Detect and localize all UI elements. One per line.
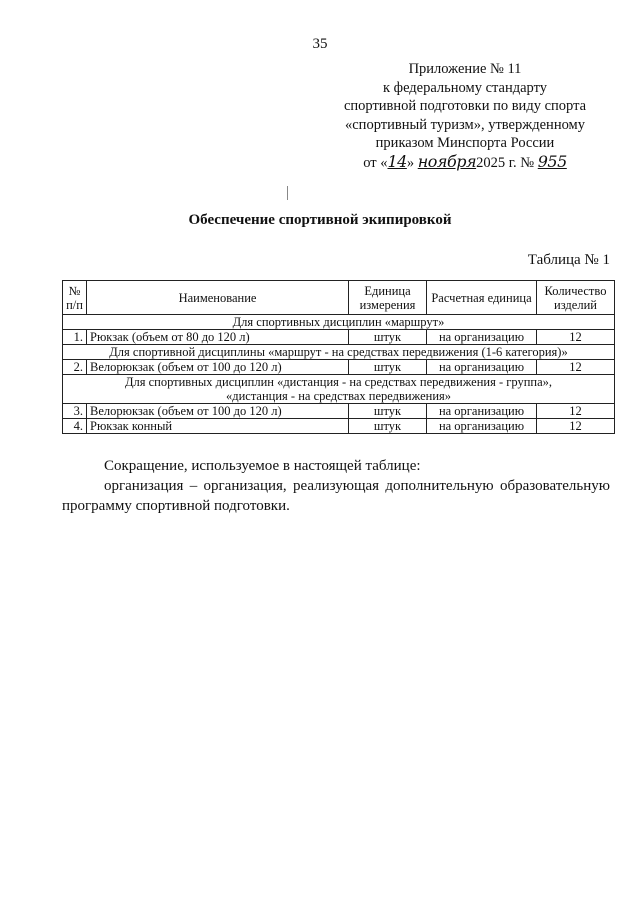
group-title: Для спортивных дисциплин «маршрут» — [63, 315, 615, 330]
table-header-row — [63, 281, 615, 315]
group-title-line: Для спортивных дисциплин «дистанция - на средствах передвижения - группа», — [124, 375, 553, 389]
cell-name: Велорюкзак (объем от 100 до 120 л) — [87, 360, 349, 375]
footnote-text: организация – организация, реализующая дополнительную образовательную программу спортивной подготовки. — [62, 478, 610, 514]
cell-name: Рюкзак (объем от 80 до 120 л) — [87, 330, 349, 345]
cell-unit: штук — [349, 330, 427, 345]
cell-quantity: 12 — [537, 404, 615, 419]
annex-line: к федеральному стандарту — [383, 79, 547, 96]
cell-calc-unit: на организацию — [427, 404, 537, 419]
header-calc-unit: Расчетная единица — [427, 281, 537, 315]
header-name: Наименование — [87, 281, 349, 315]
handwritten-day: 14 — [387, 151, 407, 171]
cell-name: Велорюкзак (объем от 100 до 120 л) — [87, 404, 349, 419]
footnote-heading: Сокращение, используемое в настоящей таблице: — [104, 458, 421, 474]
table-row — [63, 360, 615, 375]
document-title: Обеспечение спортивной экипировкой — [188, 212, 452, 228]
group-row — [63, 375, 615, 404]
date-mid: » — [406, 154, 415, 171]
group-title-line: «дистанция - на средствах передвижения» — [225, 389, 452, 403]
equipment-table — [62, 280, 615, 434]
table-row — [63, 330, 615, 345]
annex-line: спортивной подготовки по виду спорта — [343, 98, 587, 114]
scan-mark — [287, 186, 288, 200]
group-title — [63, 375, 615, 404]
cell-num: 4. — [63, 419, 87, 434]
order-date-line — [320, 153, 610, 173]
group-row — [63, 315, 615, 330]
cell-calc-unit: на организацию — [427, 360, 537, 375]
header-num: № п/п — [63, 281, 87, 315]
date-prefix: от « — [363, 154, 388, 171]
cell-num: 3. — [63, 404, 87, 419]
handwritten-order-number: 955 — [537, 151, 567, 171]
annex-line: «спортивный туризм», утвержденному — [345, 116, 585, 133]
annex-header — [320, 60, 610, 172]
group-title: Для спортивной дисциплины «маршрут - на средствах передвижения (1-6 категория)» — [63, 345, 615, 360]
table-row — [63, 404, 615, 419]
cell-calc-unit: на организацию — [427, 419, 537, 434]
cell-quantity: 12 — [537, 419, 615, 434]
header-quantity: Количество изделий — [537, 281, 615, 315]
table-label: Таблица № 1 — [527, 252, 610, 268]
cell-quantity: 12 — [537, 330, 615, 345]
cell-unit: штук — [349, 419, 427, 434]
header-unit: Единица измерения — [349, 281, 427, 315]
annex-line: приказом Минспорта России — [375, 135, 555, 151]
cell-name: Рюкзак конный — [87, 419, 349, 434]
cell-unit: штук — [349, 360, 427, 375]
cell-num: 1. — [63, 330, 87, 345]
cell-num: 2. — [63, 360, 87, 375]
annex-title: Приложение № 11 — [408, 61, 522, 77]
table-row — [63, 419, 615, 434]
page-number: 35 — [312, 36, 328, 52]
cell-unit: штук — [349, 404, 427, 419]
footnote — [62, 456, 610, 516]
group-row — [63, 345, 615, 360]
date-year: 2025 г. № — [476, 154, 535, 171]
cell-calc-unit: на организацию — [427, 330, 537, 345]
cell-quantity: 12 — [537, 360, 615, 375]
handwritten-month: ноября — [417, 151, 477, 171]
